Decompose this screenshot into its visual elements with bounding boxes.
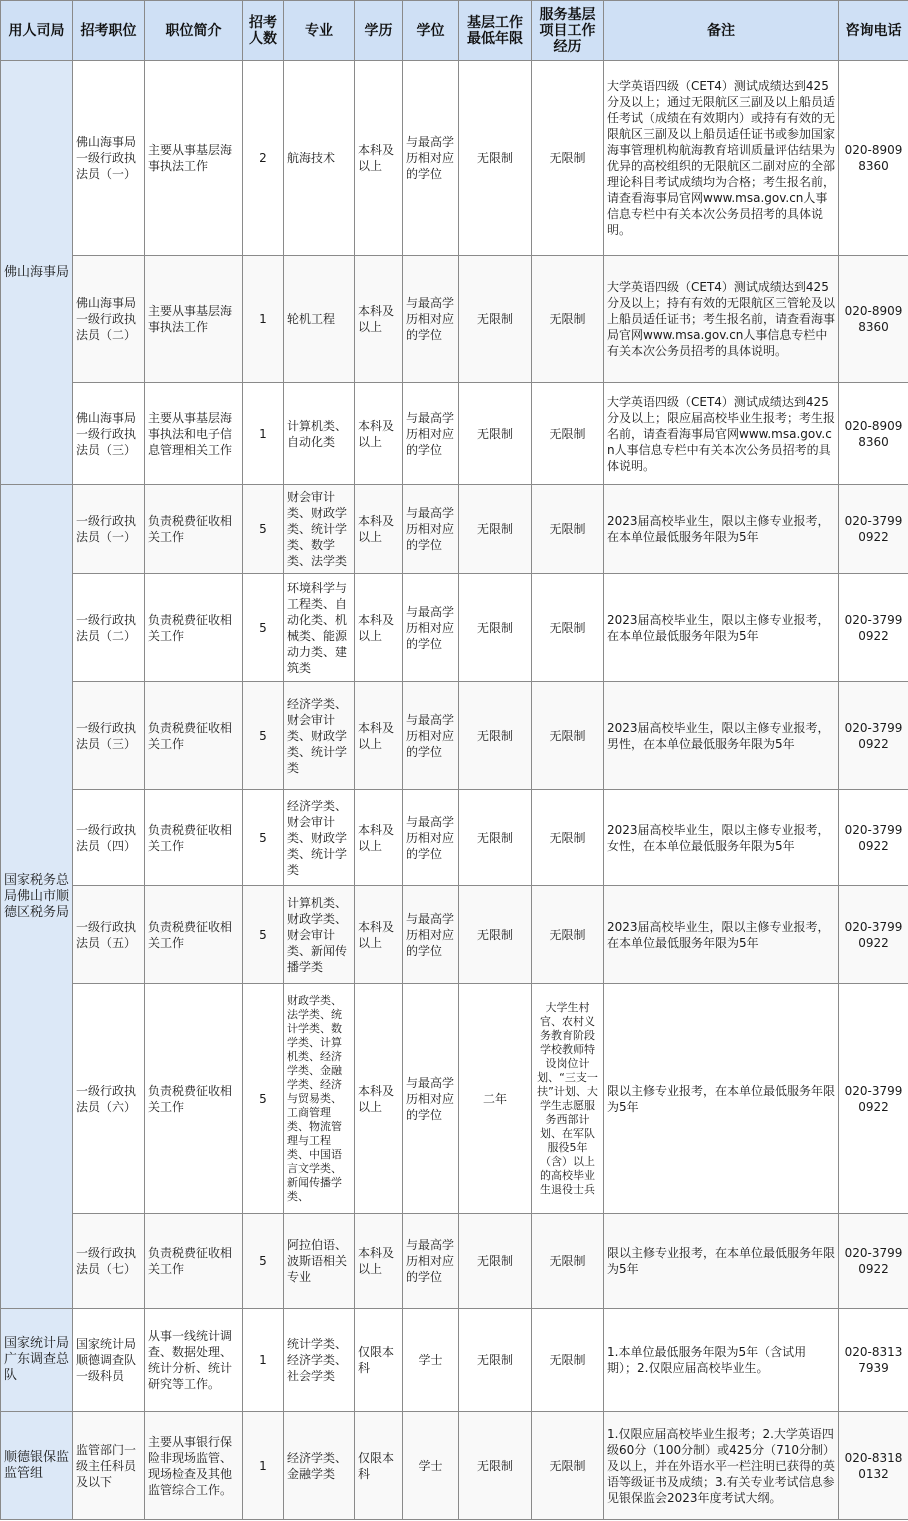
table-row	[1, 61, 908, 256]
note-cell: 2023届高校毕业生，限以主修专业报考，男性，在本单位最低服务年限为5年	[604, 682, 839, 790]
degree-cell: 学士	[403, 1412, 459, 1520]
phone-cell: 020-37990922	[839, 485, 908, 574]
count-cell: 1	[243, 1412, 284, 1520]
major-cell: 计算机类、财政学类、财会审计类、新闻传播学类	[284, 886, 355, 984]
min-years-cell: 无限制	[459, 790, 532, 886]
degree-cell: 学士	[403, 1309, 459, 1412]
table-row	[1, 1309, 908, 1412]
header-grassroots-exp: 服务基层项目工作经历	[532, 1, 604, 61]
major-cell: 统计学类、经济学类、社会学类	[284, 1309, 355, 1412]
degree-cell: 与最高学历相对应的学位	[403, 485, 459, 574]
header-row	[1, 1, 908, 61]
intro-cell: 负责税费征收相关工作	[145, 984, 243, 1214]
phone-cell: 020-83137939	[839, 1309, 908, 1412]
min-years-cell: 无限制	[459, 1214, 532, 1309]
position-cell: 佛山海事局一级行政执法员（二）	[73, 256, 145, 383]
count-cell: 5	[243, 682, 284, 790]
position-cell: 一级行政执法员（一）	[73, 485, 145, 574]
header-count: 招考人数	[243, 1, 284, 61]
degree-cell: 与最高学历相对应的学位	[403, 574, 459, 682]
note-cell: 2023届高校毕业生，限以主修专业报考，在本单位最低服务年限为5年	[604, 886, 839, 984]
min-years-cell: 无限制	[459, 682, 532, 790]
table-row	[1, 574, 908, 682]
degree-cell: 与最高学历相对应的学位	[403, 1214, 459, 1309]
header-degree: 学位	[403, 1, 459, 61]
phone-cell: 020-37990922	[839, 790, 908, 886]
note-cell: 限以主修专业报考，在本单位最低服务年限为5年	[604, 984, 839, 1214]
min-years-cell: 无限制	[459, 886, 532, 984]
position-cell: 一级行政执法员（七）	[73, 1214, 145, 1309]
intro-cell: 负责税费征收相关工作	[145, 485, 243, 574]
education-cell: 本科及以上	[355, 61, 403, 256]
education-cell: 本科及以上	[355, 1214, 403, 1309]
note-cell: 2023届高校毕业生，限以主修专业报考，在本单位最低服务年限为5年	[604, 485, 839, 574]
position-cell: 佛山海事局一级行政执法员（三）	[73, 383, 145, 485]
education-cell: 仅限本科	[355, 1412, 403, 1520]
note-cell: 限以主修专业报考，在本单位最低服务年限为5年	[604, 1214, 839, 1309]
phone-cell: 020-37990922	[839, 886, 908, 984]
intro-cell: 主要从事基层海事执法工作	[145, 61, 243, 256]
phone-cell: 020-37990922	[839, 1214, 908, 1309]
note-cell: 大学英语四级（CET4）测试成绩达到425分及以上；限应届高校毕业生报考；考生报名前，请查看海事局官网www.msa.gov.cn人事信息专栏中有关本次公务员招考的具体说明。	[604, 383, 839, 485]
education-cell: 本科及以上	[355, 485, 403, 574]
degree-cell: 与最高学历相对应的学位	[403, 61, 459, 256]
intro-cell: 主要从事基层海事执法工作	[145, 256, 243, 383]
intro-cell: 主要从事银行保险非现场监管、现场检查及其他监管综合工作。	[145, 1412, 243, 1520]
header-position: 招考职位	[73, 1, 145, 61]
exp-cell: 无限制	[532, 256, 604, 383]
dept-cell: 顺德银保监监管组	[1, 1412, 73, 1520]
min-years-cell: 无限制	[459, 1412, 532, 1520]
header-phone: 咨询电话	[839, 1, 908, 61]
exp-cell: 无限制	[532, 1412, 604, 1520]
exp-cell: 无限制	[532, 682, 604, 790]
table-row	[1, 1214, 908, 1309]
education-cell: 本科及以上	[355, 383, 403, 485]
education-cell: 本科及以上	[355, 256, 403, 383]
min-years-cell: 无限制	[459, 256, 532, 383]
header-notes: 备注	[604, 1, 839, 61]
header-major: 专业	[284, 1, 355, 61]
major-cell: 经济学类、财会审计类、财政学类、统计学类	[284, 790, 355, 886]
phone-cell: 020-37990922	[839, 574, 908, 682]
note-cell: 2023届高校毕业生，限以主修专业报考，在本单位最低服务年限为5年	[604, 574, 839, 682]
count-cell: 1	[243, 256, 284, 383]
education-cell: 本科及以上	[355, 790, 403, 886]
table-row	[1, 984, 908, 1214]
table-row	[1, 1412, 908, 1520]
position-cell: 监管部门一级主任科员及以下	[73, 1412, 145, 1520]
exp-cell: 无限制	[532, 1309, 604, 1412]
note-cell: 1.仅限应届高校毕业生报考；2.大学英语四级60分（100分制）或425分（710分制）及以上，并在外语水平一栏注明已获得的英语等级证书及成绩；3.有关专业考试信息参见银保监会2023年度考试大纲。	[604, 1412, 839, 1520]
major-cell: 财会审计类、财政学类、统计学类、数学类、法学类	[284, 485, 355, 574]
degree-cell: 与最高学历相对应的学位	[403, 886, 459, 984]
phone-cell: 020-89098360	[839, 256, 908, 383]
position-cell: 佛山海事局一级行政执法员（一）	[73, 61, 145, 256]
header-min-years: 基层工作最低年限	[459, 1, 532, 61]
degree-cell: 与最高学历相对应的学位	[403, 984, 459, 1214]
exp-cell: 无限制	[532, 574, 604, 682]
min-years-cell: 无限制	[459, 61, 532, 256]
degree-cell: 与最高学历相对应的学位	[403, 256, 459, 383]
intro-cell: 从事一线统计调查、数据处理、统计分析、统计研究等工作。	[145, 1309, 243, 1412]
position-cell: 一级行政执法员（二）	[73, 574, 145, 682]
education-cell: 本科及以上	[355, 682, 403, 790]
note-cell: 2023届高校毕业生，限以主修专业报考，女性，在本单位最低服务年限为5年	[604, 790, 839, 886]
major-cell: 阿拉伯语、波斯语相关专业	[284, 1214, 355, 1309]
phone-cell: 020-89098360	[839, 383, 908, 485]
position-cell: 国家统计局顺德调查队一级科员	[73, 1309, 145, 1412]
position-cell: 一级行政执法员（三）	[73, 682, 145, 790]
major-cell: 财政学类、法学类、统计学类、数学类、计算机类、经济学类、金融学类、经济与贸易类、工商管理类、物流管理与工程类、中国语言文学类、新闻传播学类、	[284, 984, 355, 1214]
count-cell: 5	[243, 886, 284, 984]
phone-cell: 020-83180132	[839, 1412, 908, 1520]
education-cell: 本科及以上	[355, 574, 403, 682]
intro-cell: 负责税费征收相关工作	[145, 682, 243, 790]
major-cell: 经济学类、金融学类	[284, 1412, 355, 1520]
count-cell: 2	[243, 61, 284, 256]
exp-cell: 无限制	[532, 383, 604, 485]
exp-cell: 无限制	[532, 886, 604, 984]
education-cell: 仅限本科	[355, 1309, 403, 1412]
intro-cell: 负责税费征收相关工作	[145, 886, 243, 984]
exp-cell: 无限制	[532, 790, 604, 886]
dept-cell: 佛山海事局	[1, 61, 73, 485]
count-cell: 1	[243, 1309, 284, 1412]
table-row	[1, 682, 908, 790]
min-years-cell: 无限制	[459, 485, 532, 574]
header-dept: 用人司局	[1, 1, 73, 61]
intro-cell: 负责税费征收相关工作	[145, 1214, 243, 1309]
table-row	[1, 790, 908, 886]
min-years-cell: 无限制	[459, 1309, 532, 1412]
major-cell: 经济学类、财会审计类、财政学类、统计学类	[284, 682, 355, 790]
intro-cell: 负责税费征收相关工作	[145, 574, 243, 682]
intro-cell: 主要从事基层海事执法和电子信息管理相关工作	[145, 383, 243, 485]
exp-cell: 大学生村官、农村义务教育阶段学校教师特设岗位计划、“三支一扶”计划、大学生志愿服务西部计划、在军队服役5年（含）以上的高校毕业生退役士兵	[532, 984, 604, 1214]
table-row	[1, 886, 908, 984]
degree-cell: 与最高学历相对应的学位	[403, 790, 459, 886]
phone-cell: 020-37990922	[839, 682, 908, 790]
major-cell: 航海技术	[284, 61, 355, 256]
note-cell: 大学英语四级（CET4）测试成绩达到425分及以上；通过无限航区三副及以上船员适任考试（成绩在有效期内）或持有有效的无限航区三副及以上船员适任证书或参加国家海事管理机构航海教育培训质量评估结果为优异的高校组织的无限航区二副对应的全部理论科目考试成绩均为合格；考生报名前，请查看海事局官网www.msa.gov.cn人事信息专栏中有关本次公务员招考的具体说明。	[604, 61, 839, 256]
exp-cell: 无限制	[532, 1214, 604, 1309]
intro-cell: 负责税费征收相关工作	[145, 790, 243, 886]
education-cell: 本科及以上	[355, 886, 403, 984]
exp-cell: 无限制	[532, 61, 604, 256]
phone-cell: 020-89098360	[839, 61, 908, 256]
position-cell: 一级行政执法员（四）	[73, 790, 145, 886]
note-cell: 大学英语四级（CET4）测试成绩达到425分及以上；持有有效的无限航区三管轮及以上船员适任证书；考生报名前，请查看海事局官网www.msa.gov.cn人事信息专栏中有关本次公务员招考的具体说明。	[604, 256, 839, 383]
major-cell: 轮机工程	[284, 256, 355, 383]
table-row	[1, 383, 908, 485]
count-cell: 5	[243, 485, 284, 574]
dept-cell: 国家税务总局佛山市顺德区税务局	[1, 485, 73, 1309]
position-cell: 一级行政执法员（六）	[73, 984, 145, 1214]
degree-cell: 与最高学历相对应的学位	[403, 383, 459, 485]
note-cell: 1.本单位最低服务年限为5年（含试用期）；2.仅限应届高校毕业生。	[604, 1309, 839, 1412]
phone-cell: 020-37990922	[839, 984, 908, 1214]
table-row	[1, 256, 908, 383]
major-cell: 环境科学与工程类、自动化类、机械类、能源动力类、建筑类	[284, 574, 355, 682]
exp-cell: 无限制	[532, 485, 604, 574]
count-cell: 5	[243, 984, 284, 1214]
count-cell: 5	[243, 790, 284, 886]
count-cell: 5	[243, 574, 284, 682]
table-row	[1, 485, 908, 574]
min-years-cell: 无限制	[459, 383, 532, 485]
min-years-cell: 无限制	[459, 574, 532, 682]
major-cell: 计算机类、自动化类	[284, 383, 355, 485]
dept-cell: 国家统计局广东调查总队	[1, 1309, 73, 1412]
count-cell: 5	[243, 1214, 284, 1309]
position-cell: 一级行政执法员（五）	[73, 886, 145, 984]
min-years-cell: 二年	[459, 984, 532, 1214]
header-education: 学历	[355, 1, 403, 61]
degree-cell: 与最高学历相对应的学位	[403, 682, 459, 790]
education-cell: 本科及以上	[355, 984, 403, 1214]
count-cell: 1	[243, 383, 284, 485]
header-intro: 职位简介	[145, 1, 243, 61]
